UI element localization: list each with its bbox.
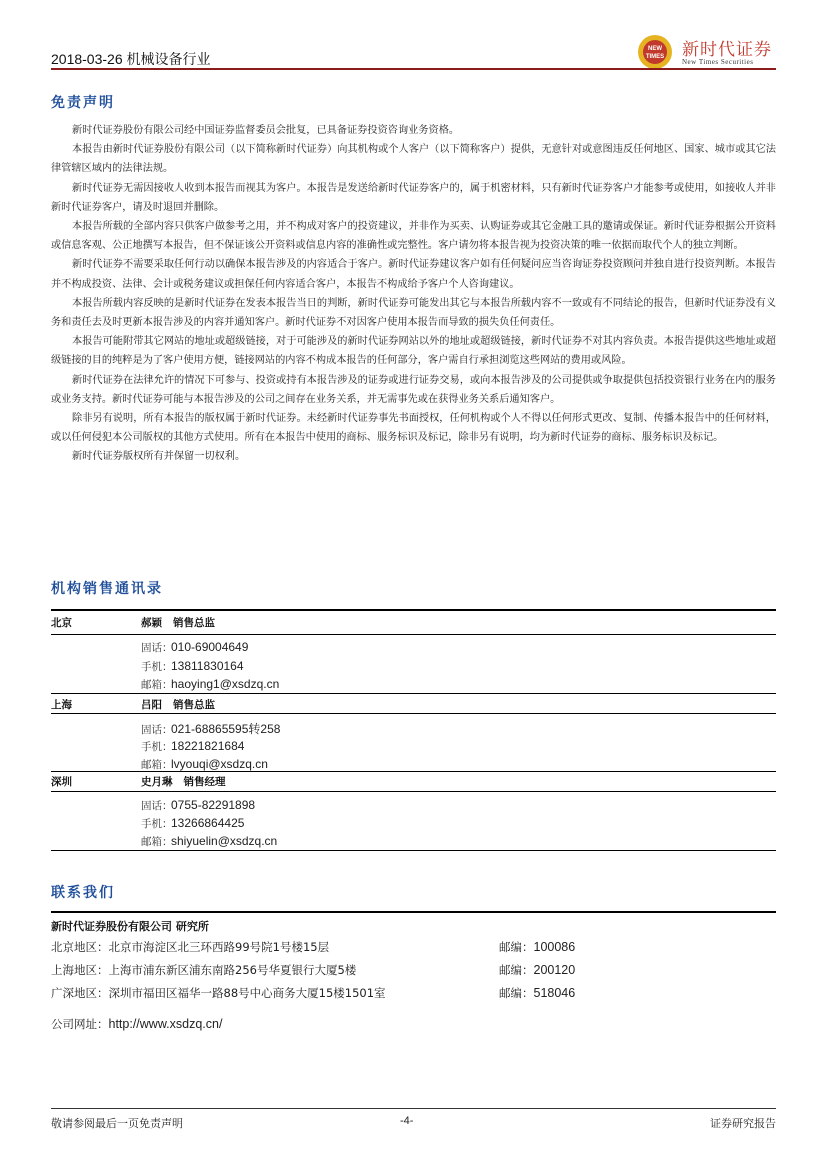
company-logo: [636, 33, 782, 73]
postcode-value: 200120: [533, 963, 576, 977]
sales-divider: [51, 791, 776, 792]
disclaimer-title: 免责声明: [51, 95, 115, 111]
postcode-label: 邮编：: [499, 940, 534, 954]
mobile-value: 13266864425: [171, 816, 245, 830]
header-date-industry: 2018-03-26 机械设备行业: [51, 51, 211, 67]
sales-title: 机构销售通讯录: [51, 581, 163, 597]
logo-company-english: New Times Securities: [682, 58, 754, 66]
office-address: [51, 939, 329, 955]
footer-report-type: 证券研究报告: [710, 1117, 776, 1130]
sales-person-name: 吕阳: [141, 699, 162, 711]
office-label: 北京地区：: [51, 940, 109, 954]
sales-mobile: [141, 659, 244, 674]
tel-label: 固话：: [141, 800, 173, 812]
disclaimer-paragraph: 新时代证券无需因接收人收到本报告而视其为客户。本报告是发送给新时代证券客户的，属于机密材料，只有新时代证券客户才能参考或使用，如接收人并非新时代证券客户，请及时退回并删除。: [51, 182, 776, 213]
email-value: haoying1@xsdzq.cn: [171, 677, 280, 691]
mobile-label: 手机：: [141, 661, 173, 673]
email-value: lvyouqi@xsdzq.cn: [171, 757, 268, 771]
office-postcode: [499, 939, 575, 955]
disclaimer-paragraph: 新时代证券在法律允许的情况下可参与、投资或持有本报告涉及的证券或进行证券交易，或向本报告涉及的公司提供或争取提供包括投资银行业务在内的服务或业务支持。新时代证券可能与本报告涉及的公司之间存在业务关系，并无需事先或在获得业务关系后通知客户。: [51, 374, 776, 405]
postcode-label: 邮编：: [499, 986, 534, 1000]
postcode-value: 100086: [533, 940, 576, 954]
office-postcode: [499, 962, 575, 978]
page-number: -4-: [400, 1115, 414, 1127]
disclaimer-paragraph: 本报告由新时代证券股份有限公司（以下简称新时代证券）向其机构或个人客户（以下简称客户）提供，无意针对或意图违反任何地区、国家、城市或其它法律管辖区域内的法律法规。: [51, 144, 776, 175]
svg-text:NEW: NEW: [648, 46, 662, 52]
sales-person: [141, 774, 225, 789]
sales-person-role: 销售经理: [183, 776, 226, 788]
mobile-value: 18221821684: [171, 739, 245, 753]
sales-tel: [141, 720, 280, 737]
office-address-text: 北京市海淀区北三环西路99号院1号楼15层: [108, 940, 330, 954]
sales-divider: [51, 634, 776, 635]
tel-value: 021-68865595转258: [171, 722, 281, 736]
email-label: 邮箱：: [141, 759, 173, 771]
office-address-text: 深圳市福田区福华一路88号中心商务大厦15楼1501室: [108, 986, 386, 1000]
disclaimer-paragraph: 本报告可能附带其它网站的地址或超级链接，对于可能涉及的新时代证券网站以外的地址或超级链接，新时代证券不对其内容负责。本报告提供这些地址或超级链接的目的纯粹是为了客户使用方便，链接网站的内容不构成本报告的任何部分，客户需自行承担浏览这些网站的费用或风险。: [51, 336, 776, 367]
office-label: 广深地区：: [51, 986, 109, 1000]
office-postcode: [499, 985, 575, 1001]
logo-company-name: 新时代证券: [682, 40, 772, 60]
sales-city: 上海: [51, 699, 72, 711]
sales-tel: [141, 798, 255, 813]
sales-tel: [141, 640, 248, 655]
sales-bottom-rule: [51, 850, 776, 851]
sales-divider: [51, 693, 776, 694]
disclaimer-paragraph: 本报告所载内容反映的是新时代证券在发表本报告当日的判断，新时代证券可能发出其它与本报告所载内容不一致或有不同结论的报告，但新时代证券没有义务和责任去及时更新本报告涉及的内容并通知客户。新时代证券不对因客户使用本报告而导致的损失负任何责任。: [51, 297, 776, 329]
logo-mark-icon: [636, 33, 674, 71]
email-value: shiyuelin@xsdzq.cn: [171, 834, 278, 848]
sales-divider: [51, 771, 776, 772]
contact-title: 联系我们: [51, 885, 115, 901]
mobile-label: 手机：: [141, 818, 173, 830]
email-label: 邮箱：: [141, 679, 173, 691]
website-link[interactable]: http://www.xsdzq.cn/: [108, 1017, 223, 1031]
postcode-value: 518046: [533, 986, 576, 1000]
sales-divider: [51, 713, 776, 714]
tel-label: 固话：: [141, 724, 173, 736]
tel-label: 固话：: [141, 642, 173, 654]
sales-city: 深圳: [51, 776, 72, 788]
tel-value: 010-69004649: [171, 640, 249, 654]
disclaimer-paragraph: 新时代证券不需要采取任何行动以确保本报告涉及的内容适合于客户。新时代证券建议客户如有任何疑问应当咨询证券投资顾问并独自进行投资判断。本报告并不构成投资、法律、会计或税务建议或担保任何内容适合客户，本报告不构成给予客户个人咨询建议。: [51, 259, 776, 290]
tel-value: 0755-82291898: [171, 798, 256, 812]
disclaimer-paragraph: 新时代证券版权所有并保留一切权利。: [72, 451, 246, 463]
website-label: 公司网址：: [51, 1017, 109, 1031]
footer-disclaimer-note: 敬请参阅最后一页免责声明: [51, 1117, 183, 1130]
disclaimer-paragraph: 新时代证券股份有限公司经中国证券监督委员会批复，已具备证券投资咨询业务资格。: [72, 125, 460, 136]
footer-rule: [51, 1108, 776, 1109]
postcode-label: 邮编：: [499, 963, 534, 977]
disclaimer-body: [51, 121, 776, 467]
sales-person-role: 销售总监: [172, 617, 215, 629]
mobile-value: 13811830164: [171, 659, 244, 673]
sales-mobile: [141, 739, 244, 754]
disclaimer-paragraph: 除非另有说明，所有本报告的版权属于新时代证券。未经新时代证券事先书面授权，任何机构或个人不得以任何形式更改、复制、传播本报告中的任何材料，或以任何侵犯本公司版权的其他方式使用。所有在本报告中使用的商标、服务标识及标记，除非另有说明，均为新时代证券的商标、服务标识及标记。: [51, 413, 776, 444]
sales-person-role: 销售总监: [172, 699, 215, 711]
sales-person: [141, 697, 215, 712]
office-address: [51, 985, 386, 1001]
sales-email: [141, 757, 268, 772]
sales-email: [141, 677, 279, 692]
mobile-label: 手机：: [141, 741, 173, 753]
sales-mobile: [141, 816, 244, 831]
sales-person-name: 史月琳: [141, 776, 173, 788]
sales-city: 北京: [51, 617, 72, 629]
disclaimer-paragraph: 本报告所载的全部内容只供客户做参考之用，并不构成对客户的投资建议，并非作为买卖、认购证券或其它金融工具的邀请或保证。新时代证券根据公开资料或信息客观、公正地撰写本报告，但不保证该公开资料或信息内容的准确性或完整性。客户请勿将本报告视为投资决策的唯一依据而取代个人的独立判断。: [51, 221, 776, 252]
office-address-text: 上海市浦东新区浦东南路256号华夏银行大厦5楼: [108, 963, 357, 977]
svg-text:TIMES: TIMES: [645, 54, 665, 60]
company-website: [51, 1016, 222, 1032]
office-label: 上海地区：: [51, 963, 109, 977]
sales-email: [141, 834, 277, 849]
contact-org: 新时代证券股份有限公司 研究所: [51, 920, 209, 933]
sales-person: [141, 615, 215, 630]
sales-person-name: 郝颖: [141, 617, 162, 629]
header-rule: [51, 68, 776, 70]
sales-top-rule: [51, 609, 776, 611]
email-label: 邮箱：: [141, 836, 173, 848]
contact-rule: [51, 911, 776, 913]
office-address: [51, 962, 356, 978]
